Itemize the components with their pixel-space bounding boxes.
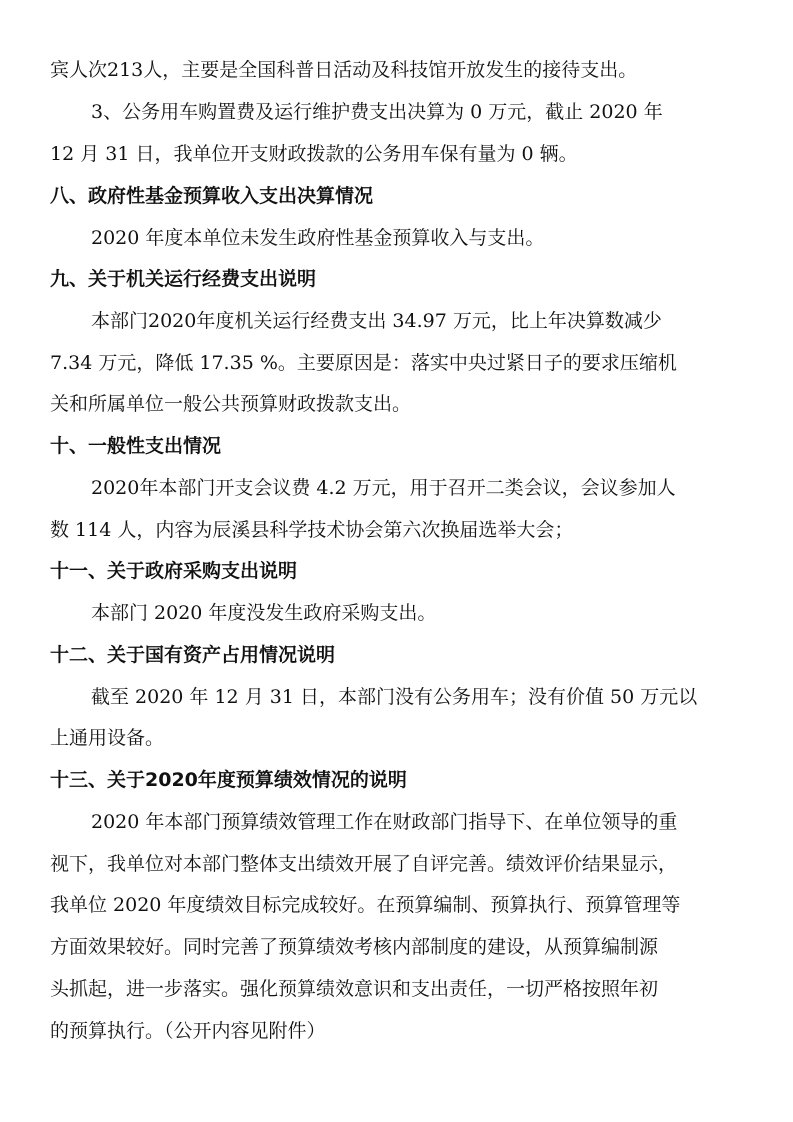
section-heading-12: 十二、关于国有资产占用情况说明 [50, 644, 336, 666]
body-text-line: 3、公务用车购置费及运行维护费支出决算为 0 万元，截止 2020 年 [91, 101, 663, 123]
body-text-line: 上通用设备。 [50, 727, 165, 749]
body-text-line: 视下，我单位对本部门整体支出绩效开展了自评完善。绩效评价结果显示， [50, 853, 678, 875]
body-text-line: 2020年本部门开支会议费 4.2 万元，用于召开二类会议，会议参加人 [91, 477, 676, 499]
body-text-line: 2020 年本部门预算绩效管理工作在财政部门指导下、在单位领导的重 [91, 811, 678, 833]
body-text-line: 2020 年度本单位未发生政府性基金预算收入与支出。 [91, 227, 545, 249]
section-heading-9: 九、关于机关运行经费支出说明 [50, 268, 317, 290]
body-text-line: 12 月 31 日，我单位开支财政拨款的公务用车保有量为 0 辆。 [50, 143, 578, 165]
section-heading-8: 八、政府性基金预算收入支出决算情况 [50, 185, 374, 207]
body-text-line: 关和所属单位一般公共预算财政拨款支出。 [50, 393, 412, 415]
body-text-line: 的预算执行。（公开内容见附件） [50, 1020, 326, 1042]
section-heading-13: 十三、关于2020年度预算绩效情况的说明 [50, 769, 407, 791]
body-text-line: 头抓起，进一步落实。强化预算绩效意识和支出责任，一切严格按照年初 [50, 978, 659, 1000]
body-text-line: 数 114 人，内容为辰溪县科学技术协会第六次换届选举大会； [50, 519, 574, 541]
section-heading-11: 十一、关于政府采购支出说明 [50, 560, 298, 582]
body-text-line: 本部门2020年度机关运行经费支出 34.97 万元，比上年决算数减少 [91, 310, 662, 332]
body-text-line: 截至 2020 年 12 月 31 日，本部门没有公务用车；没有价值 50 万元以 [91, 686, 698, 708]
body-text-line: 本部门 2020 年度没发生政府采购支出。 [91, 602, 437, 624]
body-text-line: 方面效果较好。同时完善了预算绩效考核内部制度的建设，从预算编制源 [50, 936, 659, 958]
body-text-line: 宾人次213人，主要是全国科普日活动及科技馆开放发生的接待支出。 [50, 59, 638, 81]
body-text-line: 7.34 万元，降低 17.35 %。主要原因是：落实中央过紧日子的要求压缩机 [50, 352, 677, 374]
section-heading-10: 十、一般性支出情况 [50, 435, 222, 457]
body-text-line: 我单位 2020 年度绩效目标完成较好。在预算编制、预算执行、预算管理等 [50, 894, 681, 916]
